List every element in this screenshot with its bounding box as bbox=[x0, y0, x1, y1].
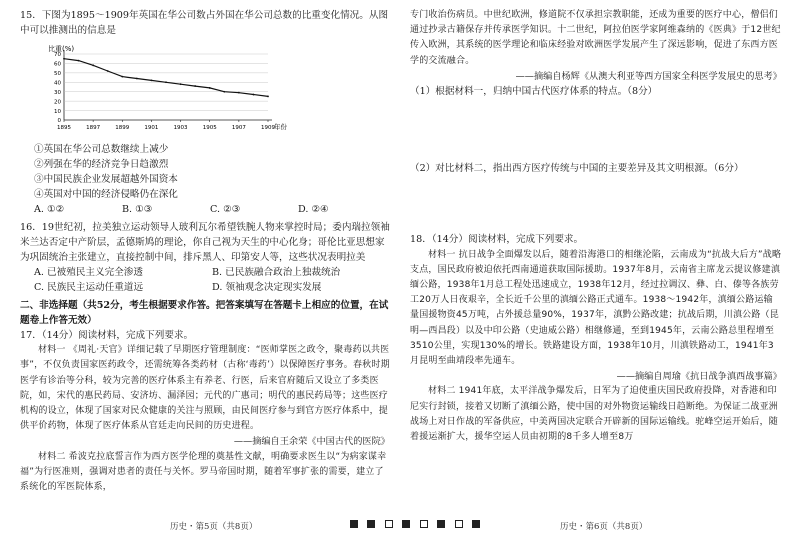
y-tick-label: 20 bbox=[54, 99, 61, 106]
x-tick-label: 1903 bbox=[173, 125, 188, 132]
q17-source-1: ——摘编自王余荣《中国古代的医院》 bbox=[233, 436, 390, 448]
data-point bbox=[151, 80, 153, 82]
mark-filled bbox=[402, 520, 410, 528]
question-18-stem: 18．（14分）阅读材料，完成下列要求。 bbox=[410, 234, 584, 246]
answer-space-2 bbox=[410, 176, 782, 232]
option-d: D. ②④ bbox=[298, 204, 329, 216]
mark-filled bbox=[472, 520, 480, 528]
question-15 bbox=[20, 8, 390, 218]
mark-outline bbox=[385, 520, 393, 528]
data-point bbox=[238, 92, 240, 94]
data-point bbox=[78, 60, 80, 62]
chart-ylabel: 比重(%) bbox=[48, 45, 75, 54]
data-point bbox=[209, 87, 211, 89]
option-b: B. 已民族融合政治上独裁统治 bbox=[212, 267, 341, 279]
y-tick-label: 40 bbox=[54, 80, 61, 87]
left-page-footer: 历史・第5页（共8页） bbox=[170, 522, 258, 532]
y-tick-label: 60 bbox=[54, 62, 61, 69]
answer-space-1 bbox=[410, 99, 782, 161]
statement-2: ②列强在华的经济竞争日趋激烈 bbox=[34, 158, 169, 170]
question-16-options-row2 bbox=[20, 280, 390, 295]
question-17-stem: 17．（14分）阅读材料，完成下列要求。 bbox=[20, 330, 194, 342]
data-point bbox=[267, 96, 269, 98]
question-16-options-row1 bbox=[20, 265, 390, 280]
option-d: D. 领袖观念决定现实发展 bbox=[212, 282, 322, 294]
question-15-stem: 15．下图为1895～1909年英国在华公司数占外国在华公司总数的比重变化情况。从图中可以推测出的信息是 bbox=[20, 10, 389, 37]
data-point bbox=[194, 86, 196, 88]
registration-marks bbox=[350, 520, 480, 528]
y-tick-label: 0 bbox=[57, 118, 61, 125]
question-17 bbox=[20, 328, 390, 495]
mark-filled bbox=[350, 520, 358, 528]
data-point bbox=[253, 94, 255, 96]
q17-material-2: 材料二 希波克拉底誓言作为西方医学伦理的奠基性文献，明确要求医生以“为病家谋幸福”为行医准则，强调对患者的责任与关怀。罗马帝国时期，随着军事扩张的需要，建立了系统化的军医院体系， bbox=[20, 451, 387, 493]
q18-material-1: 材料一 抗日战争全面爆发以后，随着沿海港口的相继沦陷，云南成为“抗战大后方”战略支点，国民政府被迫依托西南通道获取国际援助。1937年8月，云南省主席龙云提议修建滇缅公路，1938年1月总工程处迅速成立，1938年12月，经过拉调汉、彝、白、傣等各族劳工20万人日夜艰辛，全长近千公里的滇缅公路正式通车。1938～1942年，滇缅公路运输量国援物资45万吨，占外援总量90%，1937年，滇黔公路改建；抗战后期，川滇公路（昆明—西昌段）以及中印公路（史迪威公路）相继修通，至到1945年，云南公路总里程增至3510公里，实现130%的增长。铁路建设方面，1938年10月，川滇铁路动工，1941年3月昆明至曲靖段率先通车。 bbox=[410, 249, 782, 367]
y-tick-label: 10 bbox=[54, 109, 61, 116]
mark-filled bbox=[437, 520, 445, 528]
data-point bbox=[136, 78, 138, 80]
data-point bbox=[107, 70, 109, 72]
mark-outline bbox=[455, 520, 463, 528]
data-point bbox=[180, 84, 182, 86]
right-page-footer: 历史・第6页（共8页） bbox=[560, 522, 648, 532]
question-16-stem: 16．19世纪初，拉美独立运动领导人玻利瓦尔希望铁腕人物来掌控时局；委内瑞拉领袖米兰达否定中产阶层，孟德斯鸠的理论，你自己视为天生的中心化身；哥伦比亚思想家为巩固统治主张建立，直接控制中间，排斥黑人、印第安人等，这些状况表明拉美 bbox=[20, 221, 390, 264]
q18-material-2: 材料二 1941年底，太平洋战争爆发后，日军为了迫使重庆国民政府投降，对香港和印尼实行封锁，接着又切断了滇缅公路，使中国的对外物资运输线日趋断绝。为保证二战亚洲战场上对日作战的军备供应，中美两国决定联合开辟新的国际运输线。驼峰空运开始后，随着援运渐扩大，援华空运人员由初期的8千多人增至8万 bbox=[410, 386, 779, 443]
section-2-heading: 二、非选择题（共52分，考生根据要求作答。把答案填写在答题卡上相应的位置，在试题卷上作答无效） bbox=[20, 299, 389, 326]
mark-outline bbox=[420, 520, 428, 528]
left-page-column bbox=[20, 8, 390, 495]
x-tick-label: 1895 bbox=[57, 125, 71, 132]
data-point bbox=[121, 76, 123, 78]
q17-source-2: ——摘编自杨辉《从澳大利亚等西方国家全科医学发展史的思考》 bbox=[515, 70, 782, 82]
data-point bbox=[165, 82, 167, 84]
right-page-column bbox=[410, 8, 782, 445]
x-tick-label: 1901 bbox=[144, 125, 159, 132]
statement-3: ③中国民族企业发展超越外国资本 bbox=[34, 174, 178, 186]
y-tick-label: 30 bbox=[54, 90, 61, 97]
q17-requirement-2: （2）对比材料二，指出西方医疗传统与中国的主要差异及其文明根源。（6分） bbox=[410, 163, 744, 175]
mark-filled bbox=[367, 520, 375, 528]
q18-source-1: ——摘编自周瑜《抗日战争滇西战事篇》 bbox=[616, 371, 782, 383]
x-tick-label: 1905 bbox=[202, 125, 217, 132]
chart-xlabel: 年份 bbox=[274, 123, 287, 132]
data-point bbox=[63, 58, 65, 60]
share-line-chart bbox=[42, 42, 292, 132]
option-c: C. ②③ bbox=[210, 204, 241, 216]
data-point bbox=[223, 91, 225, 93]
option-a: A. ①② bbox=[34, 204, 65, 216]
x-tick-label: 1899 bbox=[115, 125, 130, 132]
option-b: B. ①③ bbox=[122, 204, 153, 216]
statement-4: ④英国对中国的经济侵略仍在深化 bbox=[34, 189, 178, 201]
y-tick-label: 70 bbox=[54, 52, 61, 59]
question-18 bbox=[410, 232, 782, 445]
x-tick-label: 1909 bbox=[261, 125, 275, 132]
q17-requirement-1: （1）根据材料一，归纳中国古代医疗体系的特点。（8分） bbox=[410, 86, 658, 98]
x-tick-label: 1897 bbox=[86, 125, 101, 132]
share-series-line bbox=[64, 59, 268, 97]
y-tick-label: 50 bbox=[54, 71, 61, 78]
statement-1: ①英国在华公司总数继续上减少 bbox=[34, 143, 169, 155]
option-c: C. 民族民主运动任重道远 bbox=[34, 282, 144, 294]
data-point bbox=[92, 65, 94, 67]
option-a: A. 已被殖民主义完全渗透 bbox=[34, 267, 143, 279]
q17-material-1: 材料一 《周礼·天官》详细记载了早期医疗管理制度：“医师掌医之政令，聚毒药以共医事”，不仅负责国家医药政令，还需统筹各类药材（古称‘毒药’）以保障医疗事务。春秋时期医学有诊治等分科，较为完善的医疗体系主有养老、行医，后来官府随后又设立了多类医院，如，宋代的惠民药局、安济坊、漏泽园；元代的广惠司；明代的惠民药局等；这些医疗机构的设立，体现了国家对民众健康的关注与照顾，由民间医疗参与到官方医疗体系中，提供平价药物，体现了医疗体系从官廷走向民间的历史进程。 bbox=[20, 345, 390, 432]
question-16 bbox=[20, 220, 390, 296]
q17-material-2-continued: 专门收治伤病员。中世纪欧洲，修道院不仅承担宗教职能，还成为重要的医疗中心，僧侣们通过抄录古籍保存并传承医学知识。十二世纪，阿拉伯医学家阿维森纳的《医典》于12世纪传入欧洲，其系统的医学理论和临床经验对欧洲医学发展产生了深远影响，促进了东西方医学的交流融合。 bbox=[410, 10, 781, 66]
x-tick-label: 1907 bbox=[231, 125, 246, 132]
question-15-options bbox=[20, 202, 390, 217]
